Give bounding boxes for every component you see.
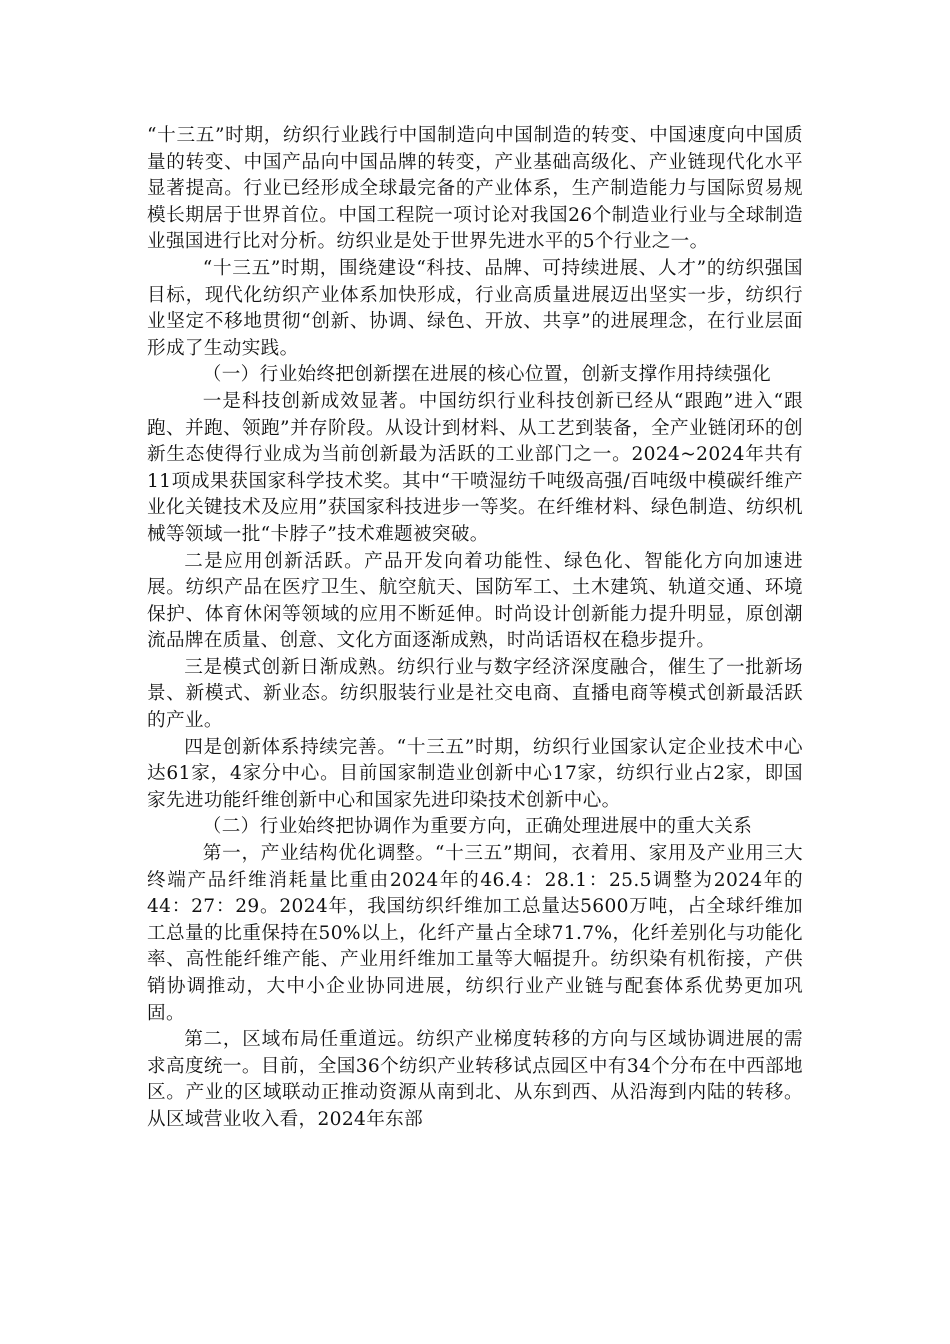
section-heading-innovation: （一）行业始终把创新摆在进展的核心位置，创新支撑作用持续强化 [202, 364, 772, 386]
section-heading-coordination: （二）行业始终把协调作为重要方向，正确处理进展中的重大关系 [202, 816, 753, 838]
paragraph-model-innovation: 三是模式创新日渐成熟。纺织行业与数字经济深度融合，催生了一批新场景、新模式、新业态。纺织服装行业是社交电商、直播电商等模式创新最活跃的产业。 [147, 656, 803, 732]
paragraph-application-innovation: 二是应用创新活跃。产品开发向着功能性、绿色化、智能化方向加速进展。纺织产品在医疗卫生、航空航天、国防军工、土木建筑、轨道交通、环境保护、体育休闲等领域的应用不断延伸。时尚设计创新能力提升明显，原创潮流品牌在质量、创意、文化方面逐渐成熟，时尚话语权在稳步提升。 [147, 550, 803, 652]
paragraph-strategic-goals: “十三五”时期，围绕建设“科技、品牌、可持续进展、人才”的纺织强国目标，现代化纺织产业体系加快形成，行业高质量进展迈出坚实一步，纺织行业坚定不移地贯彻“创新、协调、绿色、开放、共享”的进展理念，在行业层面形成了生动实践。 [147, 257, 803, 359]
paragraph-innovation-system: 四是创新体系持续完善。“十三五”时期，纺织行业国家认定企业技术中心达61家，4家分中心。目前国家制造业创新中心17家，纺织行业占2家，即国家先进功能纤维创新中心和国家先进印染技术创新中心。 [147, 736, 803, 811]
paragraph-regional-layout: 第二，区域布局任重道远。纺织产业梯度转移的方向与区域协调进展的需求高度统一。目前，全国36个纺织产业转移试点园区中有34个分布在中西部地区。产业的区域联动正推动资源从南到北、从东到西、从沿海到内陆的转移。从区域营业收入看，2024年东部 [147, 1029, 803, 1130]
paragraph-overview: “十三五”时期，纺织行业践行中国制造向中国制造的转变、中国速度向中国质量的转变、中国产品向中国品牌的转变，产业基础高级化、产业链现代化水平显著提高。行业已经形成全球最完备的产业体系，生产制造能力与国际贸易规模长期居于世界首位。中国工程院一项讨论对我国26个制造业行业与全球制造业强国进行比对分析。纺织业是处于世界先进水平的5个行业之一。 [147, 125, 803, 253]
paragraph-industry-structure: 第一，产业结构优化调整。“十三五”期间，衣着用、家用及产业用三大终端产品纤维消耗量比重由2024年的46.4：28.1：25.5调整为2024年的44：27：29。2024年，我国纺织纤维加工总量达5600万吨，占全球纤维加工总量的比重保持在50%以上，化纤产量占全球71.7%，化纤差别化与功能化率、高性能纤维产能、产业用纤维加工量等大幅提升。纺织染有机衔接，产供销协调推动，大中小企业协同进展，纺织行业产业链与配套体系优势更加巩固。 [147, 843, 803, 1024]
paragraph-tech-innovation: 一是科技创新成效显著。中国纺织行业科技创新已经从“跟跑”进入“跟跑、并跑、领跑”并存阶段。从设计到材料、从工艺到装备，全产业链闭环的创新生态使得行业成为当前创新最为活跃的工业部门之一。2024~2024年共有11项成果获国家科学技术奖。其中“干喷湿纺千吨级高强/百吨级中模碳纤维产业化关键技术及应用”获国家科技进步一等奖。在纤维材料、绿色制造、纺织机械等领域一批“卡脖子”技术难题被突破。 [147, 390, 803, 545]
document-body [147, 123, 803, 1134]
